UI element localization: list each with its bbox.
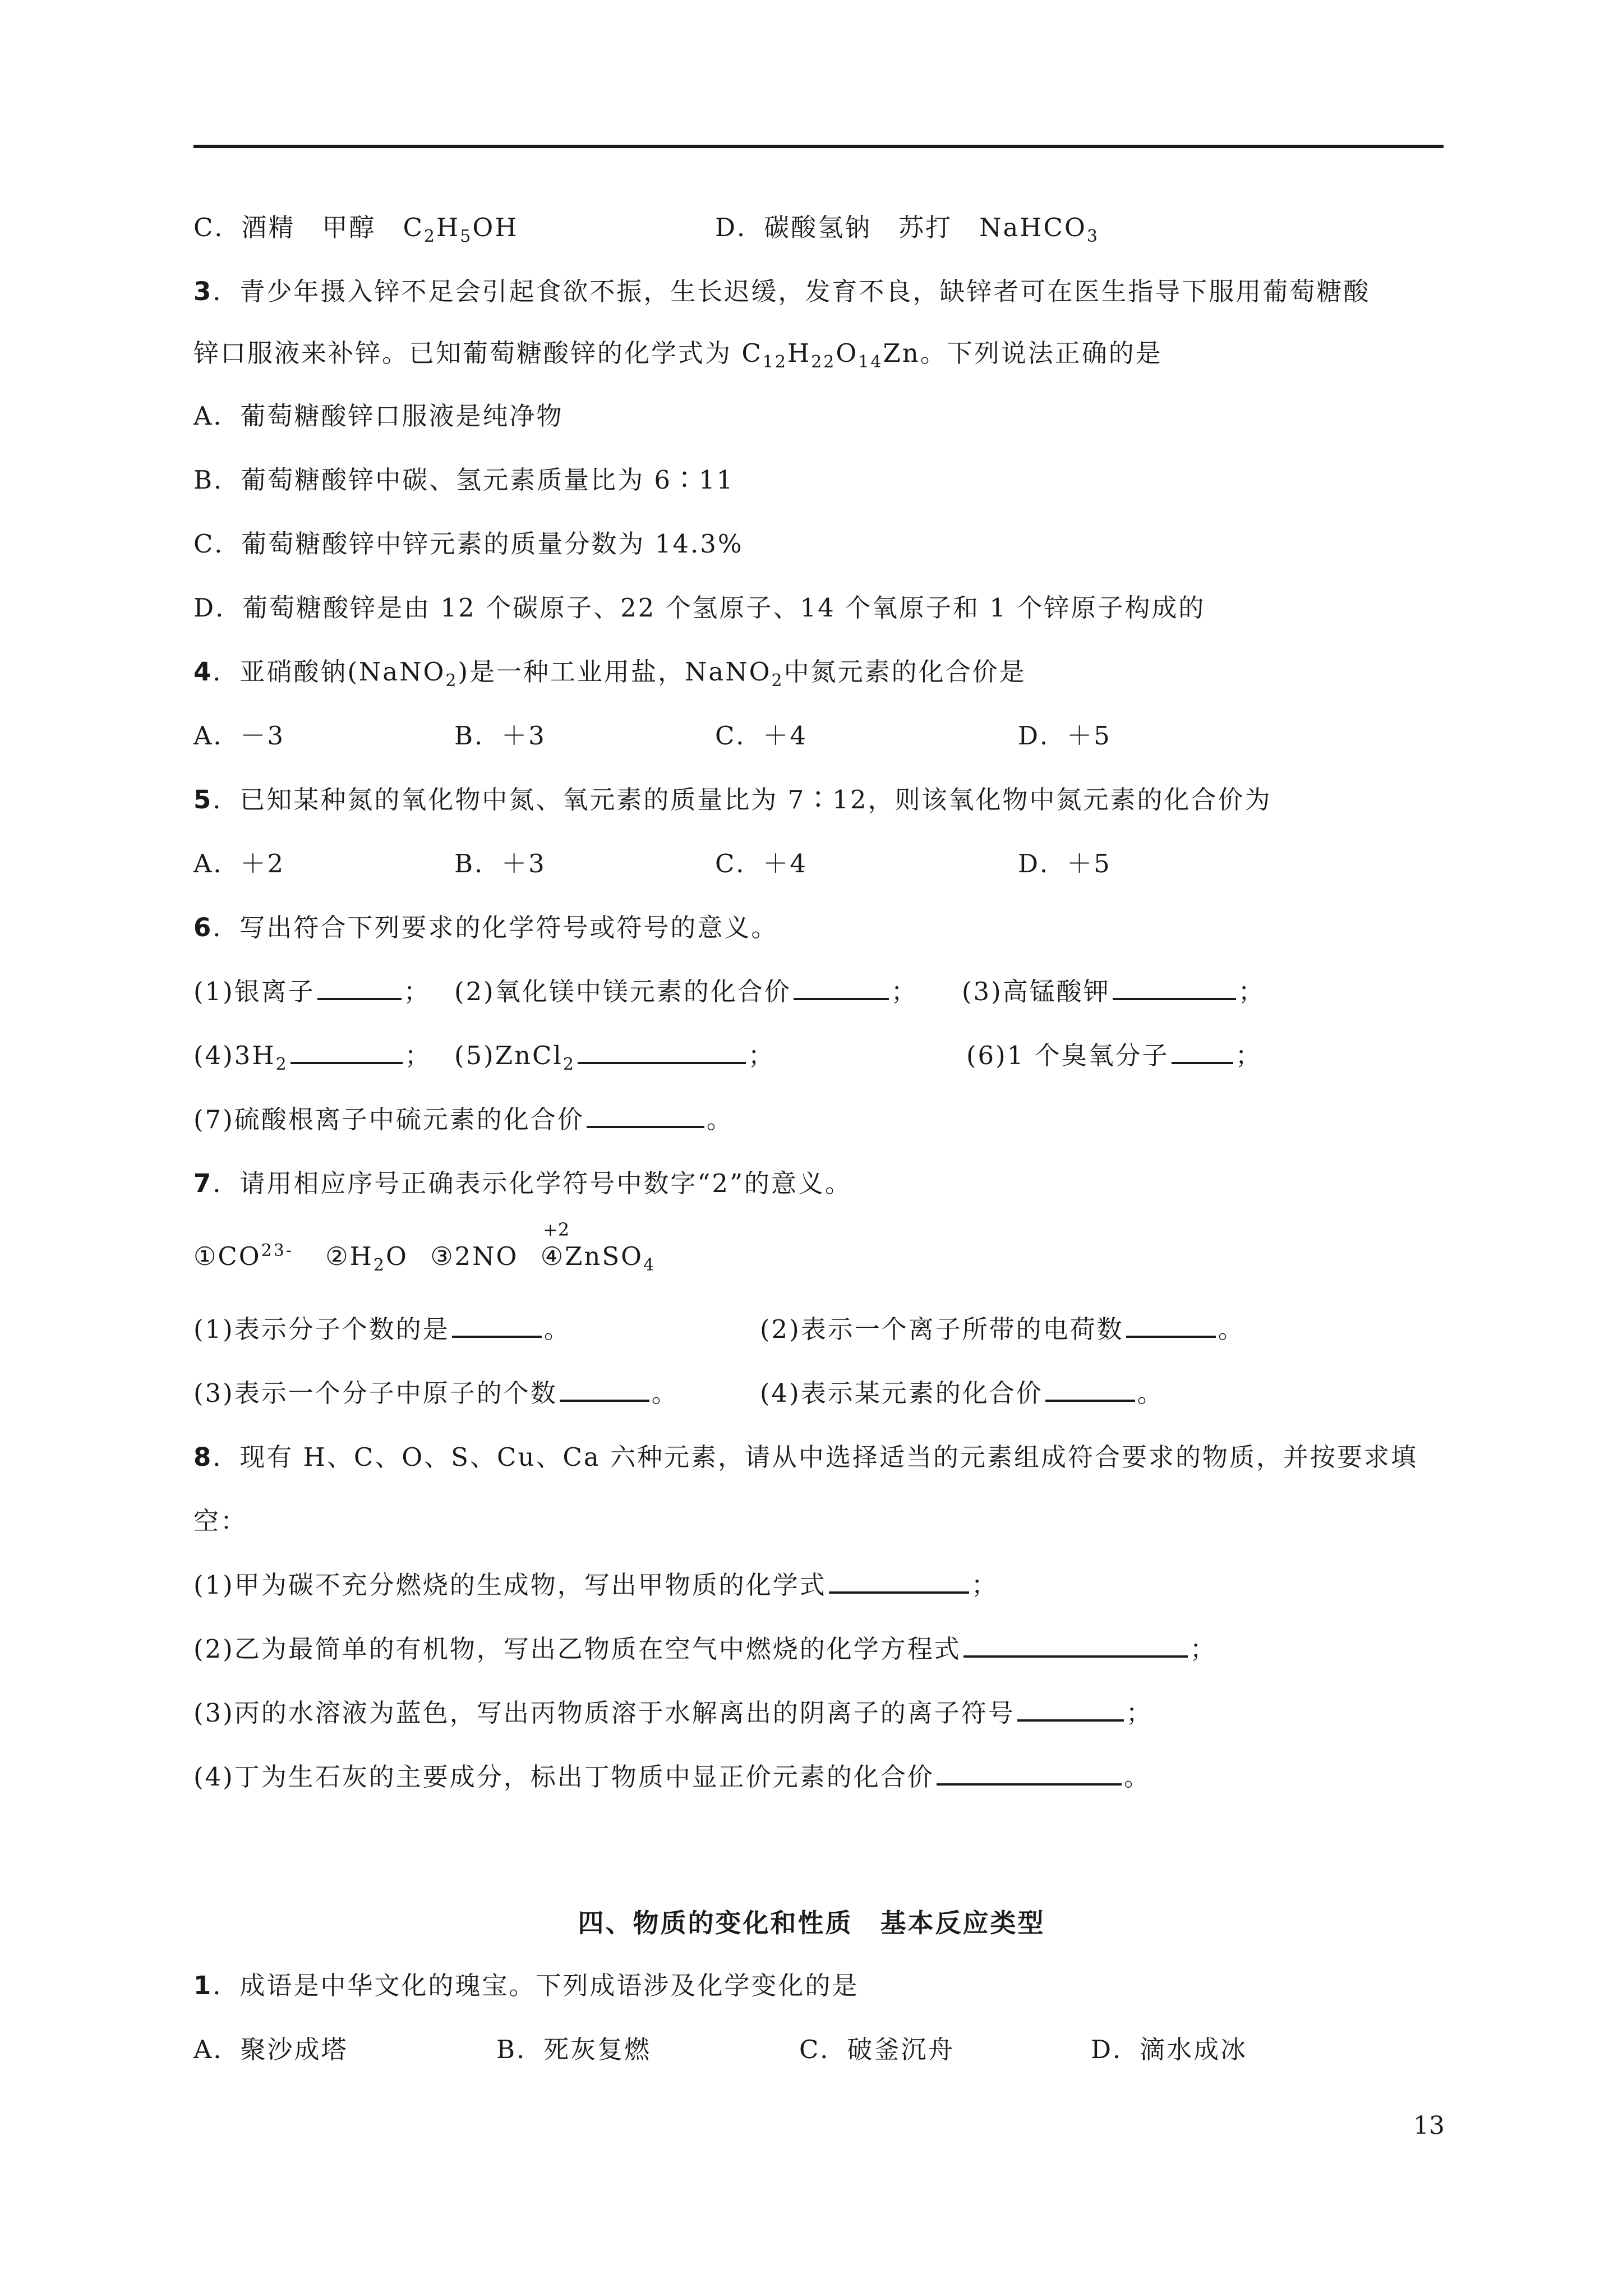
q3-stem-line1: 3．青少年摄入锌不足会引起食欲不振，生长迟缓，发育不良，缺锌者可在医生指导下服用葡萄糖酸 bbox=[193, 277, 1371, 306]
q4-option-a: A．－3 bbox=[193, 721, 285, 751]
q4-option-b: B．＋3 bbox=[454, 721, 546, 751]
q7-symbol-4: ④ZnSO$_4$ bbox=[540, 1241, 656, 1275]
q8-part-2: (2)乙为最简单的有机物，写出乙物质在空气中燃烧的化学方程式 ； bbox=[193, 1634, 1217, 1664]
q5-stem: 5．已知某种氮的氧化物中氮、氧元素的质量比为 7∶12，则该氧化物中氮元素的化合价为 bbox=[193, 785, 1272, 815]
q8-part-4: (4)丁为生石灰的主要成分，标出丁物质中显正价元素的化合价 。 bbox=[193, 1762, 1151, 1792]
q7-part-2: (2)表示一个离子所带的电荷数 。 bbox=[760, 1314, 1245, 1344]
section-heading: 四、物质的变化和性质 基本反应类型 bbox=[578, 1908, 1045, 1938]
q4-option-d: D．＋5 bbox=[1018, 721, 1112, 751]
q6-part-1: (1)银离子 ； bbox=[193, 977, 431, 1006]
s4q1-stem: 1．成语是中华文化的瑰宝。下列成语涉及化学变化的是 bbox=[193, 1971, 859, 2000]
q6-stem: 6．写出符合下列要求的化学符号或符号的意义。 bbox=[193, 913, 778, 942]
answer-blank[interactable] bbox=[560, 1377, 649, 1402]
answer-blank[interactable] bbox=[963, 1633, 1188, 1658]
q6-part-4: $(4)3H_2$ ； bbox=[193, 1041, 432, 1074]
answer-blank[interactable] bbox=[317, 976, 402, 1000]
answer-blank[interactable] bbox=[829, 1569, 969, 1594]
q3-stem-line2: 锌口服液来补锌。已知葡萄糖酸锌的化学式为 $C_{12}H_{22}O_{14}Zn$。下列说法正确的是 bbox=[193, 338, 1163, 372]
q6-parts-row3 bbox=[193, 1103, 734, 1137]
q7-symbol-1: $①CO^{23-}$ bbox=[193, 1241, 293, 1271]
s4q1-option-c: C．破釜沉舟 bbox=[799, 2035, 955, 2064]
page-number: 13 bbox=[1413, 2111, 1445, 2140]
q7-part-4: (4)表示某元素的化合价 。 bbox=[760, 1378, 1164, 1408]
q7-part-3: (3)表示一个分子中原子的个数 。 bbox=[193, 1378, 679, 1408]
answer-blank[interactable] bbox=[452, 1313, 542, 1338]
q8-stem-line1: 8．现有 H、C、O、S、Cu、Ca 六种元素，请从中选择适当的元素组成符合要求的物质，并按要求填 bbox=[193, 1442, 1418, 1472]
q7-symbols bbox=[193, 1240, 656, 1273]
q4-stem: 4．亚硝酸钠(NaNO$_2$)是一种工业用盐，NaNO$_2$中氮元素的化合价是 bbox=[193, 657, 1026, 691]
q3-option-c: C．葡萄糖酸锌中锌元素的质量分数为 14.3% bbox=[193, 529, 744, 559]
answer-blank[interactable] bbox=[291, 1039, 403, 1064]
answer-blank[interactable] bbox=[1045, 1377, 1135, 1402]
q5-option-b: B．＋3 bbox=[454, 849, 546, 878]
q7-part-1: (1)表示分子个数的是 。 bbox=[193, 1314, 571, 1344]
q8-part-1: (1)甲为碳不充分燃烧的生成物，写出甲物质的化学式 ； bbox=[193, 1570, 998, 1600]
q2-option-d: D．碳酸氢钠 苏打 NaHCO$_3$ bbox=[715, 213, 1099, 246]
q8-stem-line2: 空： bbox=[193, 1506, 248, 1536]
q7-valence-mark: +2 bbox=[543, 1219, 570, 1240]
q3-option-b: B．葡萄糖酸锌中碳、氢元素质量比为 6∶11 bbox=[193, 465, 735, 495]
q5-option-c: C．＋4 bbox=[715, 849, 808, 878]
q6-part-6: (6)1 个臭氧分子 ； bbox=[966, 1041, 1262, 1070]
answer-blank[interactable] bbox=[1172, 1039, 1233, 1064]
answer-blank[interactable] bbox=[587, 1103, 704, 1128]
q8-part-3: (3)丙的水溶液为蓝色，写出丙物质溶于水解离出的阴离子的离子符号 ； bbox=[193, 1698, 1153, 1728]
q3-option-d: D．葡萄糖酸锌是由 12 个碳原子、22 个氢原子、14 个氧原子和 1 个锌原子构成的 bbox=[193, 593, 1206, 623]
s4q1-option-a: A．聚沙成塔 bbox=[193, 2035, 348, 2064]
header-rule bbox=[193, 145, 1444, 148]
q3-option-a: A．葡萄糖酸锌口服液是纯净物 bbox=[193, 401, 564, 431]
answer-blank[interactable] bbox=[794, 976, 889, 1000]
answer-blank[interactable] bbox=[1126, 1313, 1216, 1338]
q7-symbol-3: ③2NO bbox=[430, 1241, 519, 1271]
q5-option-d: D．＋5 bbox=[1018, 849, 1112, 878]
answer-blank[interactable] bbox=[937, 1761, 1122, 1786]
q6-part-5: (5)ZnCl$_2$ ； bbox=[454, 1041, 775, 1074]
q6-part-3: (3)高锰酸钾 ； bbox=[962, 977, 1265, 1006]
q4-option-c: C．＋4 bbox=[715, 721, 808, 751]
q7-symbol-2: $②H_2O$ bbox=[325, 1241, 408, 1275]
s4q1-option-b: B．死灰复燃 bbox=[496, 2035, 652, 2064]
q5-option-a: A．＋2 bbox=[193, 849, 285, 878]
s4q1-option-d: D．滴水成冰 bbox=[1091, 2035, 1248, 2064]
answer-blank[interactable] bbox=[578, 1039, 746, 1064]
q6-part-7: (7)硫酸根离子中硫元素的化合价 。 bbox=[193, 1105, 734, 1134]
q6-part-2: (2)氧化镁中镁元素的化合价 ； bbox=[454, 977, 918, 1006]
answer-blank[interactable] bbox=[1017, 1697, 1124, 1722]
answer-blank[interactable] bbox=[1113, 976, 1236, 1000]
q2-option-c: C．酒精 甲醇 $C_2H_5OH$ bbox=[193, 213, 519, 246]
q7-stem: 7．请用相应序号正确表示化学符号中数字“2”的意义。 bbox=[193, 1168, 852, 1198]
